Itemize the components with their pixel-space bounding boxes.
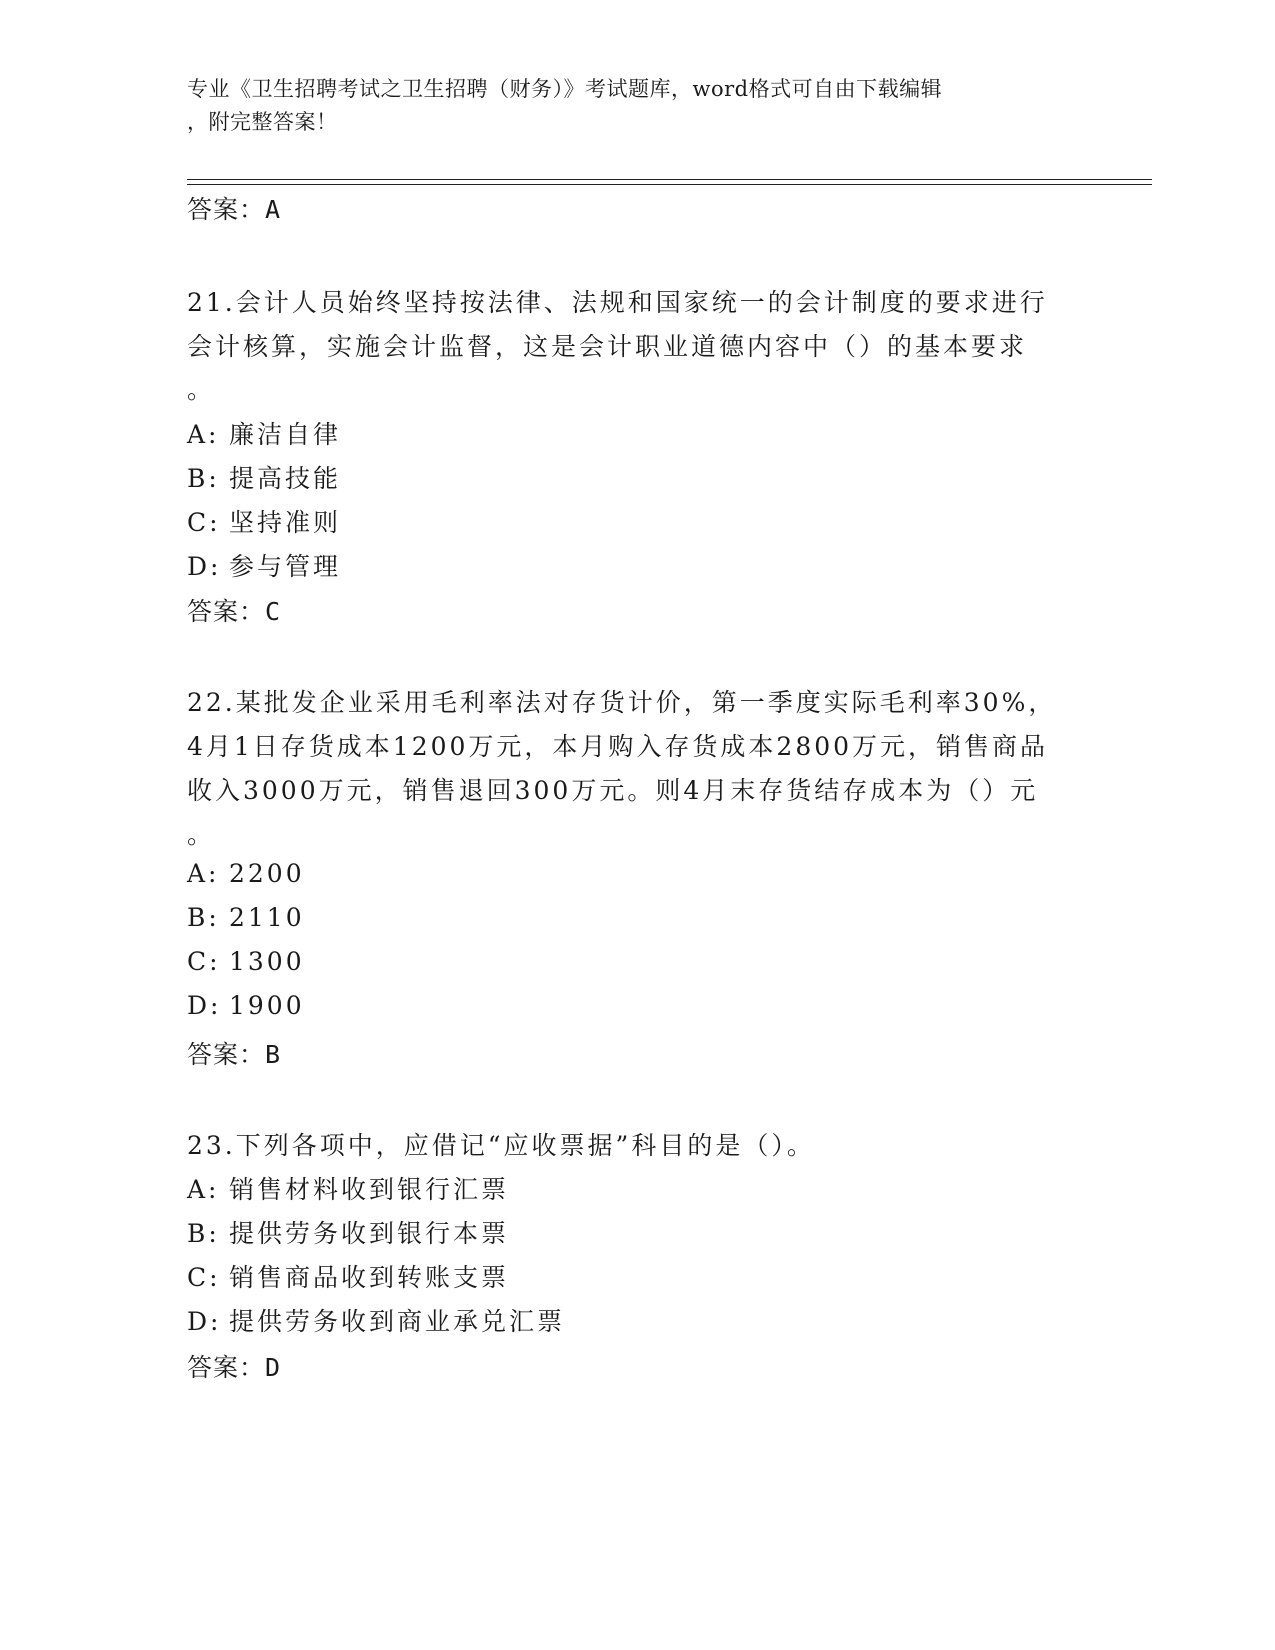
question-23-option-c — [187, 1258, 509, 1294]
option-text: 销售材料收到银行汇票 — [229, 1175, 510, 1204]
answer-label: 答案： — [187, 195, 266, 224]
option-text: 提供劳务收到商业承兑汇票 — [229, 1307, 566, 1336]
question-21-option-b — [187, 459, 341, 495]
header-line-1: 专业《卫生招聘考试之卫生招聘（财务）》考试题库，word格式可自由下载编辑 — [187, 77, 943, 101]
option-text: 1900 — [229, 991, 305, 1020]
question-21-option-c — [187, 503, 341, 539]
question-22-line-3: 收入3000万元，销售退回300万元。则4月末存货结存成本为（）元 — [187, 776, 1039, 805]
option-key: B: — [187, 1219, 220, 1248]
question-21-option-d — [187, 547, 341, 583]
answer-value: D — [265, 1353, 282, 1382]
option-text: 参与管理 — [229, 552, 342, 581]
header-line-2: ，附完整答案！ — [187, 110, 338, 134]
option-text: 销售商品收到转账支票 — [229, 1263, 510, 1292]
document-header — [187, 73, 1067, 139]
question-23-answer — [187, 1348, 281, 1384]
option-key: B: — [187, 903, 220, 932]
option-text: 提供劳务收到银行本票 — [229, 1219, 510, 1248]
option-text: 2110 — [229, 903, 305, 932]
answer-label: 答案： — [187, 597, 266, 626]
question-23-option-d — [187, 1302, 565, 1338]
question-22-option-c — [187, 947, 305, 976]
header-divider-bottom — [187, 184, 1152, 185]
option-key: C: — [187, 508, 221, 537]
question-21-option-a — [187, 415, 341, 451]
question-22-option-b — [187, 903, 305, 932]
question-23-option-a — [187, 1170, 509, 1206]
question-22-answer — [187, 1035, 281, 1071]
option-key: D: — [187, 1307, 222, 1336]
question-22-line-1: 22.某批发企业采用毛利率法对存货计价，第一季度实际毛利率30%， — [187, 688, 1057, 717]
question-21-answer — [187, 592, 281, 628]
question-21-line-1: 21.会计人员始终坚持按法律、法规和国家统一的会计制度的要求进行 — [187, 288, 1048, 317]
option-key: D: — [187, 991, 222, 1020]
option-key: B: — [187, 464, 220, 493]
option-key: C: — [187, 1263, 221, 1292]
option-key: C: — [187, 947, 221, 976]
answer-label: 答案： — [187, 1353, 266, 1382]
option-text: 坚持准则 — [229, 508, 342, 537]
question-22-option-a — [187, 859, 305, 888]
answer-value: A — [265, 195, 282, 224]
option-key: A: — [187, 859, 220, 888]
answer-line-prev — [187, 190, 281, 226]
option-text: 1300 — [229, 947, 305, 976]
question-21-line-2: 会计核算，实施会计监督，这是会计职业道德内容中（）的基本要求 — [187, 332, 1028, 361]
option-key: A: — [187, 420, 220, 449]
header-divider-top — [187, 179, 1152, 180]
question-23-line-1: 23.下列各项中，应借记“应收票据”科目的是（）。 — [187, 1131, 815, 1160]
question-22-option-d — [187, 991, 305, 1020]
question-21-line-3: 。 — [187, 375, 216, 404]
question-22-line-4: 。 — [187, 820, 216, 849]
question-22-line-2: 4月1日存货成本1200万元，本月购入存货成本2800万元，销售商品 — [187, 732, 1049, 761]
option-text: 提高技能 — [229, 464, 342, 493]
answer-value: C — [265, 597, 282, 626]
answer-value: B — [265, 1040, 282, 1069]
option-key: A: — [187, 1175, 220, 1204]
question-23-option-b — [187, 1214, 509, 1250]
option-key: D: — [187, 552, 222, 581]
option-text: 廉洁自律 — [229, 420, 342, 449]
answer-label: 答案： — [187, 1040, 266, 1069]
option-text: 2200 — [229, 859, 305, 888]
